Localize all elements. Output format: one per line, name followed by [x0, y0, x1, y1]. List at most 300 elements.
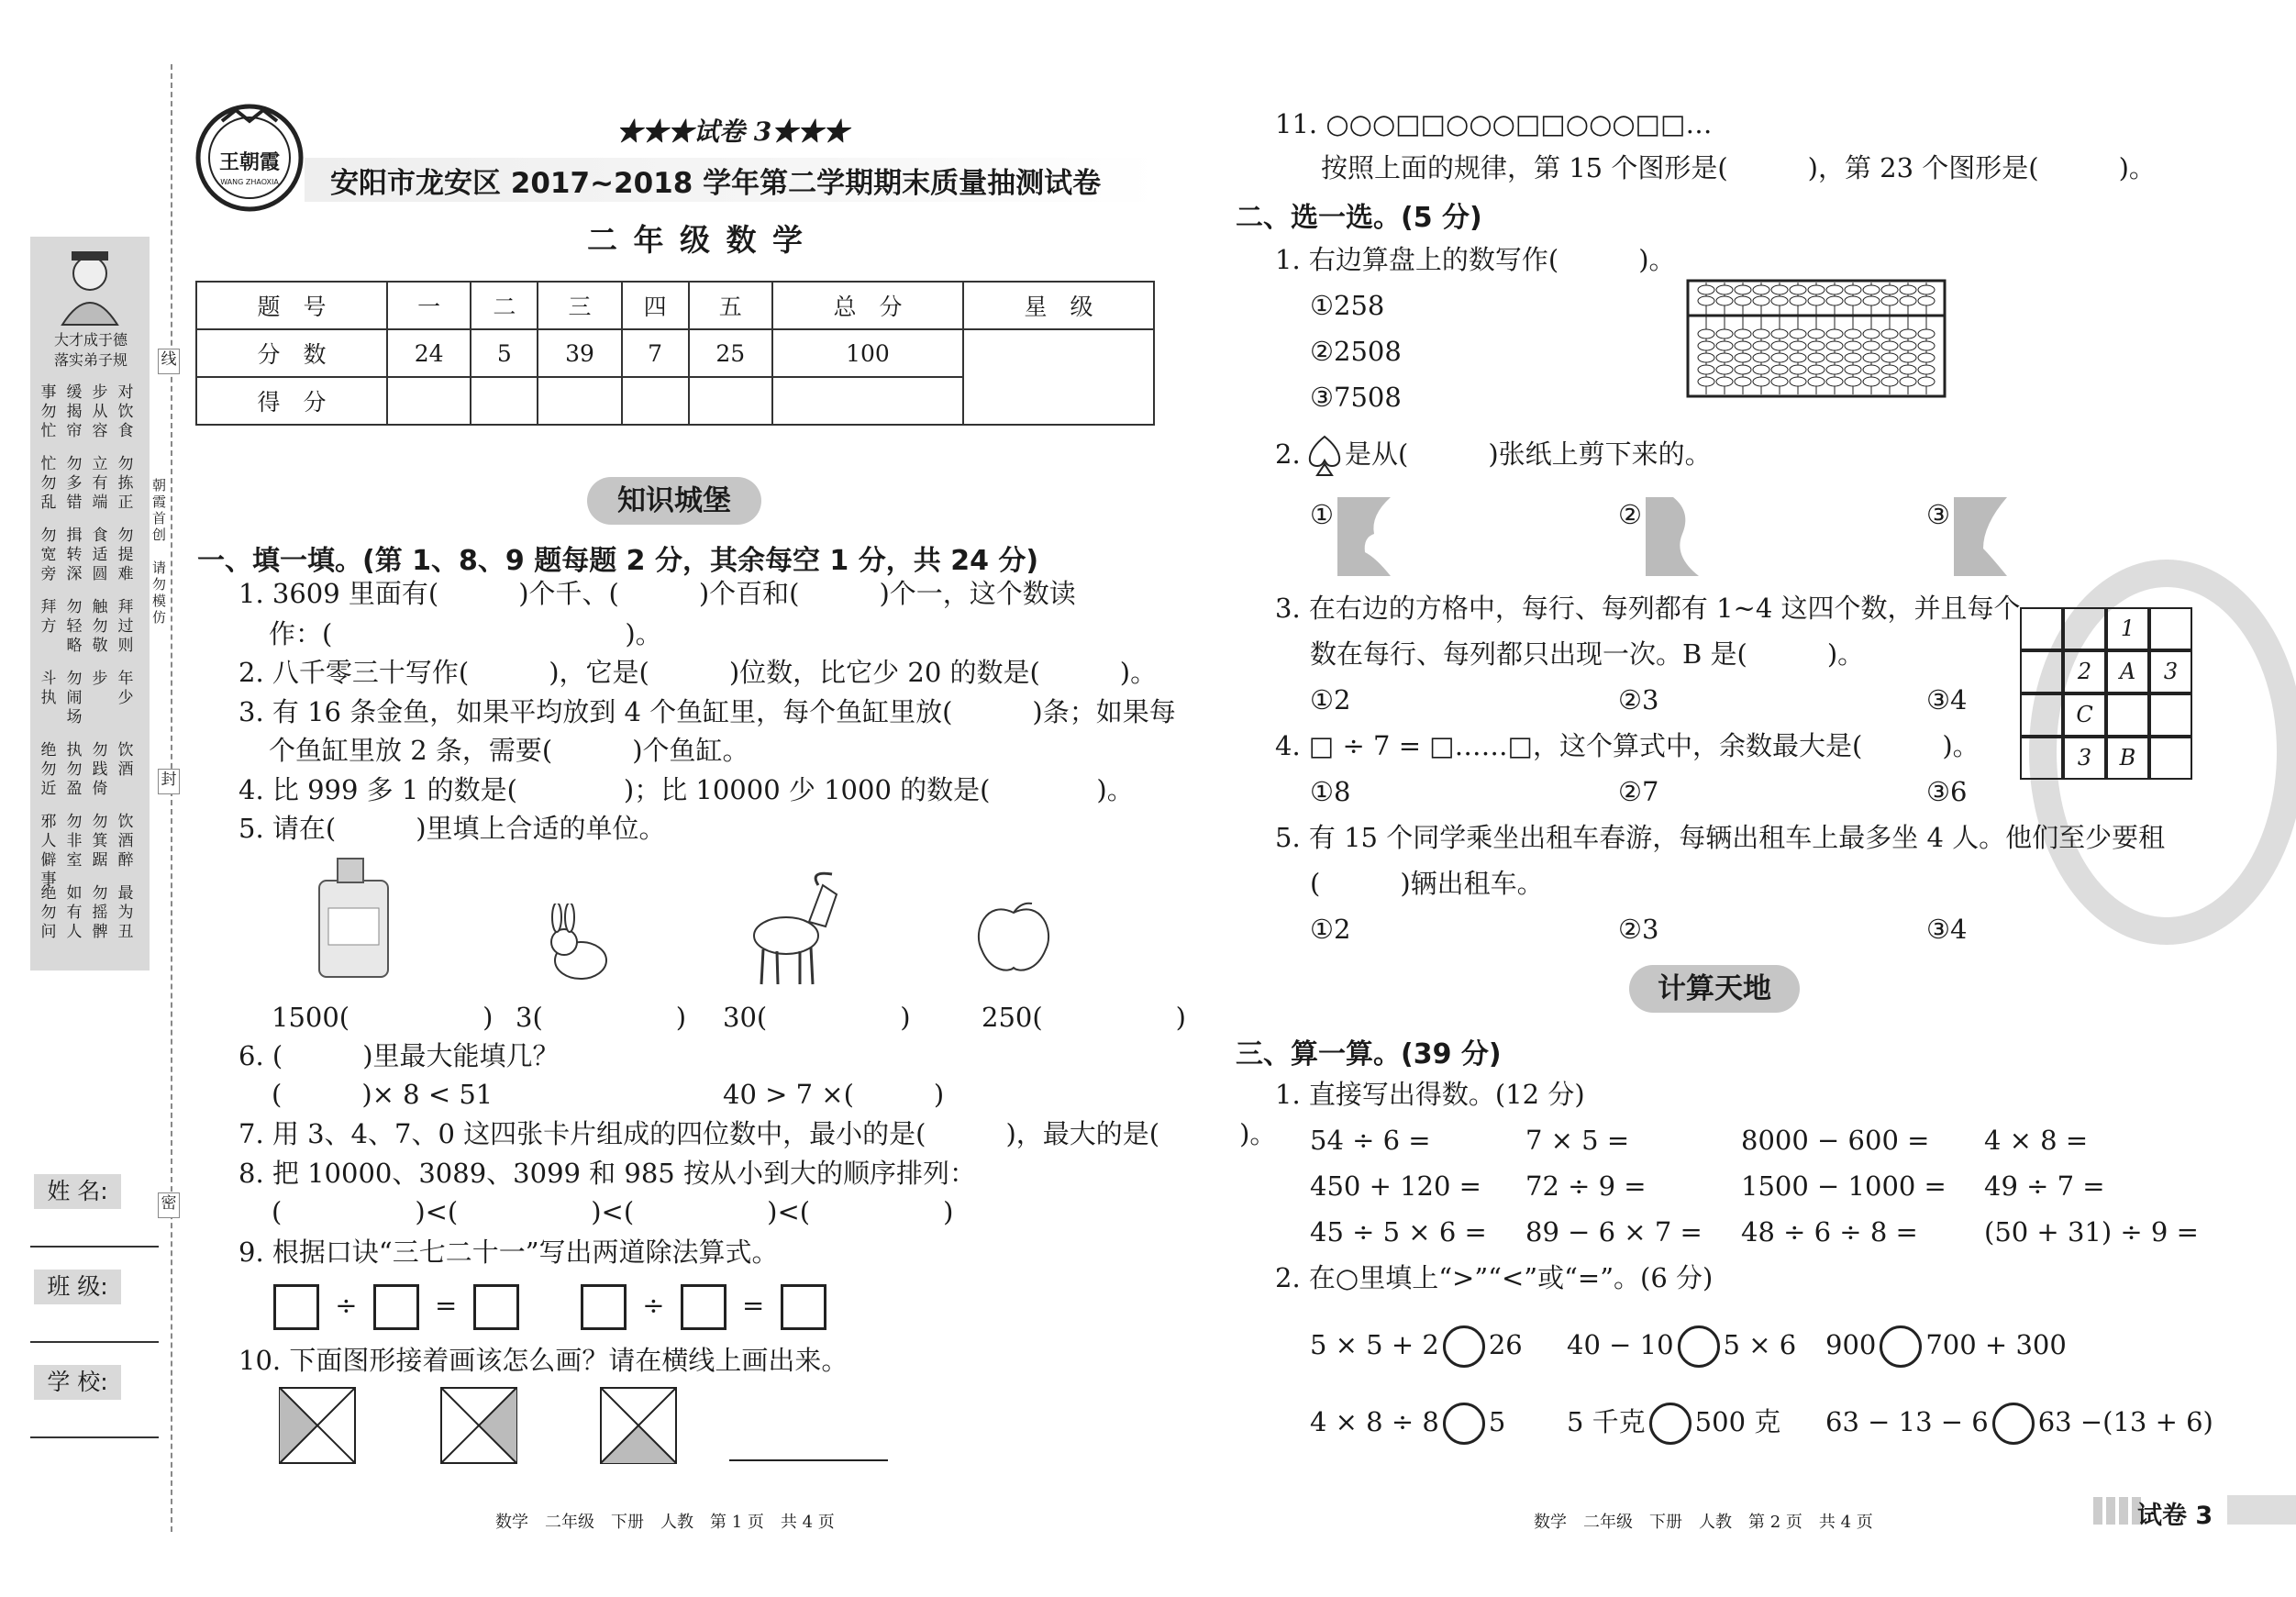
motto-column: 绝勿问	[40, 884, 57, 941]
motto-column: 勿拣正	[117, 455, 134, 512]
motto-column: 勿宽旁	[40, 527, 57, 583]
compare-left: 5 千克	[1567, 1406, 1646, 1437]
abacus-upper-bead	[1863, 285, 1880, 294]
motto-column: 最为丑	[117, 884, 134, 941]
abacus-lower-bead	[1790, 353, 1806, 362]
abacus-lower-bead	[1735, 329, 1751, 338]
abacus-upper-bead	[1845, 285, 1861, 294]
name-label: 姓 名:	[34, 1174, 121, 1209]
abacus-upper-bead	[1716, 285, 1733, 294]
grid-cell	[2063, 607, 2106, 650]
question-6: 6. ( )里最大能填几？	[238, 1040, 560, 1071]
exam-subtitle: 二 年 级 数 学	[587, 222, 805, 258]
equals-sign: =	[741, 1290, 765, 1321]
grid-cell: A	[2106, 650, 2149, 693]
abacus-upper-bead	[1881, 285, 1898, 294]
abacus-upper-bead	[1771, 296, 1788, 305]
calc-item[interactable]: 89 − 6 × 7 =	[1525, 1216, 1703, 1248]
choice-5-line-1: 5. 有 15 个同学乘坐出租车春游，每辆出租车上最多坐 4 人。他们至少要租	[1275, 822, 2166, 853]
points-cell: 24	[387, 329, 471, 377]
abacus-lower-bead	[1808, 365, 1825, 374]
choice-4-option-c[interactable]: ③6	[1926, 776, 1968, 807]
compare-item	[1310, 1325, 1523, 1368]
question-4: 4. 比 999 多 1 的数是( )；比 10000 少 1000 的数是( )。	[238, 774, 1134, 805]
cut-label-secret: 密	[158, 1192, 180, 1218]
choice-5-option-b[interactable]: ②3	[1618, 914, 1659, 945]
abacus-lower-bead	[1735, 377, 1751, 386]
abacus-lower-bead	[1771, 377, 1788, 386]
compare-left: 63 − 13 − 6	[1825, 1406, 1989, 1437]
pattern-square-2	[441, 1388, 516, 1463]
grid-cell	[2149, 607, 2192, 650]
abacus-lower-bead	[1808, 341, 1825, 350]
compare-item	[1310, 1403, 1505, 1445]
abacus-lower-bead	[1771, 341, 1788, 350]
detergent-bottle-icon	[310, 853, 397, 981]
calc-2-heading: 2. 在○里填上“>”“<”或“=”。(6 分)	[1275, 1262, 1714, 1293]
question-11-prompt[interactable]: 按照上面的规律，第 15 个图形是( )，第 23 个图形是( )。	[1321, 152, 2156, 183]
abacus-lower-bead	[1753, 377, 1769, 386]
abacus-lower-bead	[1863, 353, 1880, 362]
abacus-lower-bead	[1845, 329, 1861, 338]
abacus-upper-bead	[1808, 296, 1825, 305]
points-cell: 39	[538, 329, 621, 377]
points-cell: 7	[622, 329, 689, 377]
abacus-lower-bead	[1716, 329, 1733, 338]
grid-cell: 2	[2063, 650, 2106, 693]
motto-column: 勿多错	[66, 455, 83, 512]
calc-item[interactable]: 8000 − 600 =	[1741, 1125, 1930, 1156]
abacus-lower-bead	[1716, 341, 1733, 350]
abacus-lower-bead	[1900, 341, 1916, 350]
abacus-lower-bead	[1771, 365, 1788, 374]
abacus-upper-bead	[1918, 296, 1935, 305]
footer-left: 数学 二年级 下册 人教 第 1 页 共 4 页	[495, 1513, 835, 1532]
abacus-lower-bead	[1698, 329, 1714, 338]
abacus-lower-bead	[1753, 329, 1769, 338]
question-7: 7. 用 3、4、7、0 这四张卡片组成的四位数中，最小的是( )，最大的是( )。	[238, 1118, 1277, 1149]
question-2: 2. 八千零三十写作( )，它是( )位数，比它少 20 的数是( )。	[238, 657, 1158, 688]
equals-sign: =	[434, 1290, 458, 1321]
abacus-lower-bead	[1845, 365, 1861, 374]
abacus-upper-bead	[1900, 285, 1916, 294]
compare-item	[1825, 1325, 2067, 1368]
abacus-figure	[1686, 279, 1947, 398]
compare-circle[interactable]	[1443, 1403, 1485, 1445]
choice-3-option-c[interactable]: ③4	[1926, 684, 1968, 715]
question-6b[interactable]: 40 > 7 ×( )	[723, 1079, 945, 1110]
cut-line	[171, 64, 172, 1532]
choice-1-option-c[interactable]: ③7508	[1310, 382, 1402, 413]
choice-2-option-c[interactable]: ③	[1926, 499, 1950, 530]
compare-circle[interactable]	[1992, 1403, 2035, 1445]
abacus-lower-bead	[1881, 365, 1898, 374]
abacus-lower-bead	[1735, 341, 1751, 350]
abacus-lower-bead	[1753, 365, 1769, 374]
grid-cell	[2020, 650, 2063, 693]
exam-title: 安阳市龙安区 2017~2018 学年第二学期期末质量抽测试卷	[330, 167, 1102, 200]
motto-line-1: 大才成于德	[53, 331, 128, 349]
grid-cell: 3	[2063, 737, 2106, 780]
cut-label-line: 线	[158, 349, 180, 374]
compare-circle[interactable]	[1443, 1325, 1485, 1368]
section-3-heading: 三、算一算。(39 分)	[1236, 1038, 1502, 1070]
header-cell: 题 号	[196, 282, 387, 329]
pattern-square-1	[280, 1388, 355, 1463]
footer-tag: 试卷 3	[2137, 1502, 2213, 1530]
divide-sign: ÷	[335, 1290, 358, 1321]
abacus-lower-bead	[1918, 365, 1935, 374]
abacus-lower-bead	[1900, 365, 1916, 374]
abacus-lower-bead	[1900, 353, 1916, 362]
points-row	[196, 329, 1154, 377]
choice-4-option-b[interactable]: ②7	[1618, 776, 1659, 807]
abacus-lower-bead	[1881, 341, 1898, 350]
abacus-upper-bead	[1698, 285, 1714, 294]
calc-item[interactable]: 54 ÷ 6 =	[1310, 1125, 1431, 1156]
abacus-lower-bead	[1771, 353, 1788, 362]
abacus-lower-bead	[1753, 341, 1769, 350]
abacus-lower-bead	[1918, 353, 1935, 362]
answer-box[interactable]	[373, 1284, 419, 1330]
calc-1-heading: 1. 直接写出得数。(12 分)	[1275, 1079, 1585, 1110]
school-field[interactable]	[30, 1436, 159, 1438]
motto-column: 勿提难	[117, 527, 134, 583]
header-cell: 三	[538, 282, 621, 329]
compare-left: 900	[1825, 1329, 1877, 1360]
motto-column: 勿践倚	[92, 741, 108, 798]
abacus-upper-bead	[1790, 285, 1806, 294]
motto-line-2: 落实弟子规	[53, 351, 128, 369]
abacus-lower-bead	[1716, 365, 1733, 374]
header-cell: 总 分	[772, 282, 963, 329]
grid-cell	[2106, 693, 2149, 737]
q5-answer-4[interactable]: 250( )	[982, 1002, 1186, 1033]
motto-column: 如有人	[66, 884, 83, 941]
abacus-upper-bead	[1863, 296, 1880, 305]
choice-3-line-1: 3. 在右边的方格中，每行、每列都有 1~4 这四个数，并且每个	[1275, 593, 2021, 624]
compare-left: 5 × 5 + 2	[1310, 1329, 1439, 1360]
header-cell: 星 级	[963, 282, 1154, 329]
cut-paper-2-icon	[1646, 497, 1699, 576]
compare-right: 5	[1488, 1406, 1506, 1437]
abacus-lower-bead	[1863, 377, 1880, 386]
motto-column: 年少	[117, 670, 134, 707]
motto-column: 对饮食	[117, 383, 134, 440]
choice-4: 4. □ ÷ 7 = □……□，这个算式中，余数最大是( )。	[1275, 730, 1980, 761]
abacus-lower-bead	[1790, 365, 1806, 374]
question-11-sequence: 11. ○○○□□○○○□□○○○□□…	[1275, 108, 1713, 139]
choice-3-option-b[interactable]: ②3	[1618, 684, 1659, 715]
score-table	[195, 281, 1155, 426]
abacus-upper-bead	[1826, 296, 1843, 305]
calc-item[interactable]: 49 ÷ 7 =	[1984, 1170, 2105, 1202]
score-input-cell[interactable]	[689, 377, 772, 425]
abacus-upper-bead	[1808, 285, 1825, 294]
cut-paper-3-icon	[1954, 497, 2007, 576]
motto-column: 立有端	[92, 455, 108, 512]
grid-cell: B	[2106, 737, 2149, 780]
abacus-upper-bead	[1918, 285, 1935, 294]
grid-cell	[2020, 693, 2063, 737]
choice-2-option-a[interactable]: ①	[1310, 499, 1334, 530]
compare-left: 40 − 10	[1567, 1329, 1674, 1360]
abacus-lower-bead	[1698, 341, 1714, 350]
motto-column: 步从容	[92, 383, 108, 440]
answer-box[interactable]	[581, 1284, 627, 1330]
knowledge-section-pill: 知识城堡	[587, 477, 761, 525]
motto-column: 邪人僻事	[40, 813, 57, 889]
abacus-lower-bead	[1826, 341, 1843, 350]
abacus-lower-bead	[1881, 353, 1898, 362]
compare-item	[1825, 1403, 2213, 1445]
paper-badge: ★★★试卷 3★★★	[616, 116, 849, 147]
q5-answer-1[interactable]: 1500( )	[272, 1002, 494, 1033]
points-cell: 100	[772, 329, 963, 377]
footer-right: 数学 二年级 下册 人教 第 2 页 共 4 页	[1534, 1513, 1873, 1532]
choice-1-option-a[interactable]: ①258	[1310, 290, 1385, 321]
abacus-lower-bead	[1735, 365, 1751, 374]
cut-label-seal: 封	[158, 769, 180, 794]
motto-column: 缓揭帘	[66, 383, 83, 440]
compare-left: 4 × 8 ÷ 8	[1310, 1406, 1439, 1437]
motto-column: 揖转深	[66, 527, 83, 583]
choice-2-text: 是从( )张纸上剪下来的。	[1345, 438, 1712, 470]
divide-sign: ÷	[642, 1290, 665, 1321]
row-label: 得 分	[196, 377, 387, 425]
question-10: 10. 下面图形接着画该怎么画？请在横线上画出来。	[238, 1345, 849, 1376]
abacus-lower-bead	[1845, 353, 1861, 362]
choice-4-option-a[interactable]: ①8	[1310, 776, 1351, 807]
calc-item[interactable]: 72 ÷ 9 =	[1525, 1170, 1647, 1202]
compare-item	[1567, 1403, 1780, 1445]
compare-right: 500 克	[1694, 1406, 1781, 1437]
footer-tag-band	[2227, 1495, 2296, 1525]
question-3-line-1: 3. 有 16 条金鱼，如果平均放到 4 个鱼缸里，每个鱼缸里放( )条；如果每	[238, 696, 1176, 727]
calc-section-pill: 计算天地	[1629, 965, 1800, 1013]
score-input-cell[interactable]	[387, 377, 471, 425]
header-cell: 四	[622, 282, 689, 329]
star-rating-cell[interactable]	[963, 329, 1154, 425]
abacus-lower-bead	[1863, 341, 1880, 350]
q5-answer-3[interactable]: 30( )	[723, 1002, 911, 1033]
abacus-lower-bead	[1771, 329, 1788, 338]
motto-column: 步	[92, 670, 108, 688]
motto-column: 食适圆	[92, 527, 108, 583]
motto-column: 勿摇髀	[92, 884, 108, 941]
compare-circle[interactable]	[1678, 1325, 1720, 1368]
spade-shape-icon	[1304, 433, 1345, 479]
abacus-lower-bead	[1918, 377, 1935, 386]
motto-column: 执勿盈	[66, 741, 83, 798]
motto-column: 饮酒醉	[117, 813, 134, 870]
side-note-2: 请勿模仿	[152, 560, 167, 626]
abacus-lower-bead	[1698, 377, 1714, 386]
choice-2-option-b[interactable]: ②	[1618, 499, 1642, 530]
answer-box[interactable]	[781, 1284, 826, 1330]
abacus-lower-bead	[1735, 353, 1751, 362]
motto-column: 饮酒	[117, 741, 134, 779]
abacus-lower-bead	[1753, 353, 1769, 362]
abacus-lower-bead	[1900, 377, 1916, 386]
header-cell: 一	[387, 282, 471, 329]
calc-item[interactable]: 1500 − 1000 =	[1741, 1170, 1947, 1202]
abacus-lower-bead	[1881, 377, 1898, 386]
row-label: 分 数	[196, 329, 387, 377]
abacus-upper-bead	[1881, 296, 1898, 305]
answer-box[interactable]	[273, 1284, 319, 1330]
motto-column: 斗执	[40, 670, 57, 707]
abacus-lower-bead	[1881, 329, 1898, 338]
abacus-lower-bead	[1808, 377, 1825, 386]
grid-cell	[2149, 693, 2192, 737]
abacus-lower-bead	[1845, 341, 1861, 350]
abacus-lower-bead	[1826, 377, 1843, 386]
compare-circle[interactable]	[1880, 1325, 1922, 1368]
calc-item[interactable]: 450 + 120 =	[1310, 1170, 1481, 1202]
abacus-lower-bead	[1698, 365, 1714, 374]
abacus-lower-bead	[1716, 353, 1733, 362]
grid-cell	[2020, 607, 2063, 650]
motto-column: 勿非室	[66, 813, 83, 870]
question-3-line-2: 个鱼缸里放 2 条，需要( )个鱼缸。	[269, 735, 749, 766]
motto-column: 绝勿近	[40, 741, 57, 798]
pattern-square-3	[601, 1388, 676, 1463]
score-input-cell[interactable]	[471, 377, 538, 425]
name-field[interactable]	[30, 1246, 159, 1248]
goat-icon	[745, 867, 846, 991]
choice-2-number: 2.	[1275, 438, 1301, 470]
motto-column: 事勿忙	[40, 383, 57, 440]
header-cell: 二	[471, 282, 538, 329]
abacus-lower-bead	[1918, 341, 1935, 350]
abacus-lower-bead	[1790, 377, 1806, 386]
question-1-line-2: 作：( )。	[269, 618, 662, 649]
compare-circle[interactable]	[1649, 1403, 1691, 1445]
abacus-lower-bead	[1808, 353, 1825, 362]
compare-right: 26	[1488, 1329, 1523, 1360]
abacus-lower-bead	[1826, 353, 1843, 362]
motto-column: 勿箕踞	[92, 813, 108, 870]
scholar-figure-icon	[49, 244, 131, 327]
school-label: 学 校:	[34, 1365, 121, 1400]
choice-3-line-2: 数在每行、每列都只出现一次。B 是( )。	[1310, 638, 1865, 670]
motto-column: 触勿敬	[92, 598, 108, 655]
q5-answer-2[interactable]: 3( )	[516, 1002, 687, 1033]
points-cell: 5	[471, 329, 538, 377]
abacus-upper-bead	[1735, 296, 1751, 305]
calc-item[interactable]: 7 × 5 =	[1525, 1125, 1630, 1156]
question-1-line-1: 1. 3609 里面有( )个千、( )个百和( )个一，这个数读	[238, 578, 1076, 609]
motto-panel	[30, 237, 150, 970]
abacus-upper-bead	[1753, 296, 1769, 305]
class-label: 班 级:	[34, 1270, 121, 1304]
division-equation-1	[273, 1284, 519, 1330]
header-cell: 五	[689, 282, 772, 329]
motto-column: 忙勿乱	[40, 455, 57, 512]
calc-item[interactable]: (50 + 31) ÷ 9 =	[1984, 1216, 2199, 1248]
abacus-lower-bead	[1716, 377, 1733, 386]
question-5: 5. 请在( )里填上合适的单位。	[238, 813, 666, 844]
answer-box[interactable]	[681, 1284, 727, 1330]
number-grid	[2020, 607, 2192, 780]
calc-item[interactable]: 48 ÷ 6 ÷ 8 =	[1741, 1216, 1918, 1248]
abacus-upper-bead	[1753, 285, 1769, 294]
abacus-lower-bead	[1918, 329, 1935, 338]
abacus-lower-bead	[1826, 329, 1843, 338]
score-header-row	[196, 282, 1154, 329]
side-note-1: 朝霞首创	[152, 477, 167, 543]
division-equation-2	[581, 1284, 826, 1330]
abacus-upper-bead	[1716, 296, 1733, 305]
abacus-upper-bead	[1826, 285, 1843, 294]
abacus-lower-bead	[1808, 329, 1825, 338]
question-9: 9. 根据口诀“三七二十一”写出两道除法算式。	[238, 1237, 779, 1268]
apple-icon	[968, 894, 1059, 977]
score-input-cell[interactable]	[772, 377, 963, 425]
grid-cell	[2020, 737, 2063, 780]
score-input-cell[interactable]	[622, 377, 689, 425]
grid-cell: 3	[2149, 650, 2192, 693]
abacus-upper-bead	[1771, 285, 1788, 294]
grid-cell	[2149, 737, 2192, 780]
rabbit-icon	[537, 904, 619, 986]
class-field[interactable]	[30, 1341, 159, 1343]
question-8-answer[interactable]: ( )<( )<( )<( )	[272, 1196, 954, 1227]
choice-1: 1. 右边算盘上的数写作( )。	[1275, 244, 1676, 275]
pattern-figures	[275, 1383, 917, 1475]
abacus-upper-bead	[1845, 296, 1861, 305]
abacus-upper-bead	[1735, 285, 1751, 294]
score-input-cell[interactable]	[538, 377, 621, 425]
cut-paper-1-icon	[1337, 497, 1391, 576]
abacus-lower-bead	[1863, 365, 1880, 374]
motto-column: 拜过则	[117, 598, 134, 655]
motto-column: 勿闹场	[66, 670, 83, 726]
choice-5-line-2: ( )辆出租车。	[1310, 868, 1544, 899]
logo-text: 王朝霞	[218, 150, 280, 174]
motto-column: 勿轻略	[66, 598, 83, 655]
grid-cell: 1	[2106, 607, 2149, 650]
abacus-upper-bead	[1900, 296, 1916, 305]
choice-5-option-c[interactable]: ③4	[1926, 914, 1968, 945]
compare-right: 63 −(13 + 6)	[2037, 1406, 2213, 1437]
compare-right: 5 × 6	[1723, 1329, 1797, 1360]
choice-3-option-a[interactable]: ①2	[1310, 684, 1351, 715]
abacus-upper-bead	[1698, 296, 1714, 305]
abacus-lower-bead	[1845, 377, 1861, 386]
choice-1-option-b[interactable]: ②2508	[1310, 336, 1402, 367]
abacus-lower-bead	[1826, 365, 1843, 374]
points-cell: 25	[689, 329, 772, 377]
abacus-lower-bead	[1790, 329, 1806, 338]
abacus-lower-bead	[1900, 329, 1916, 338]
abacus-upper-bead	[1790, 296, 1806, 305]
motto-column: 拜方	[40, 598, 57, 636]
abacus-lower-bead	[1863, 329, 1880, 338]
answer-box[interactable]	[473, 1284, 519, 1330]
compare-right: 700 + 300	[1925, 1329, 2067, 1360]
question-8: 8. 把 10000、3089、3099 和 985 按从小到大的顺序排列：	[238, 1158, 976, 1189]
calc-item[interactable]: 4 × 8 =	[1984, 1125, 2089, 1156]
calc-item[interactable]: 45 ÷ 5 × 6 =	[1310, 1216, 1487, 1248]
abacus-lower-bead	[1698, 353, 1714, 362]
section-2-heading: 二、选一选。(5 分)	[1236, 202, 1482, 234]
question-6a[interactable]: ( )× 8 < 51	[272, 1079, 494, 1110]
compare-item	[1567, 1325, 1796, 1368]
choice-5-option-a[interactable]: ①2	[1310, 914, 1351, 945]
logo-subtext: WANG ZHAOXIA	[220, 178, 279, 186]
